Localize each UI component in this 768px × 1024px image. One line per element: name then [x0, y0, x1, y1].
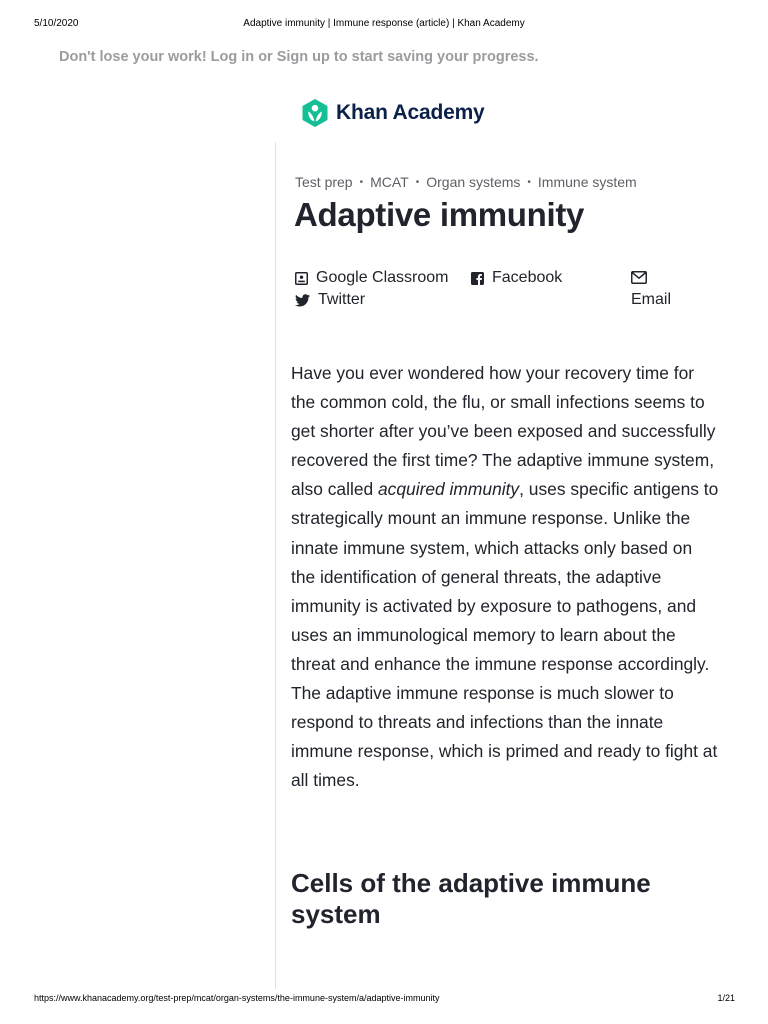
print-footer: [0, 993, 768, 1007]
twitter-icon: [295, 294, 310, 307]
article-intro-paragraph: [291, 359, 721, 795]
khan-academy-logo[interactable]: [302, 97, 485, 129]
logo-wordmark: Khan Academy: [336, 101, 485, 124]
breadcrumb-item-organ-systems[interactable]: Organ systems: [426, 174, 521, 190]
breadcrumb-item-mcat[interactable]: MCAT: [370, 174, 409, 190]
intro-emphasis-term: acquired immunity: [378, 479, 520, 500]
section-heading: Cells of the adaptive immune system: [291, 868, 651, 929]
share-google-classroom-label: Google Classroom: [316, 269, 449, 286]
breadcrumb-item-test-prep[interactable]: Test prep: [295, 174, 353, 190]
share-twitter-label: Twitter: [318, 291, 366, 308]
print-date: 5/10/2020: [34, 18, 79, 29]
share-google-classroom-link[interactable]: [295, 269, 449, 287]
breadcrumb-item-immune-system[interactable]: Immune system: [537, 174, 637, 190]
breadcrumb-separator: •: [359, 176, 364, 188]
breadcrumb: [295, 174, 637, 190]
share-email-link[interactable]: [631, 271, 647, 284]
intro-text-end: , uses specific antigens to strategically mount an immune response. Unlike the innate immune system, which attacks only based on the identification of general threats, the adaptive immunity is activated by exposure to pathogens, and uses an immunological memory to learn about the threat and enhance the immune response accordingly. The adaptive immune response is much slower to respond to threats and infections than the innate immune response, which is primed and ready to fight at all times.: [291, 479, 719, 791]
sidebar-divider: [275, 142, 276, 989]
intro-text-start: Have you ever wondered how your recovery time for the common cold, the flu, or small infections seems to get shorter after you’ve been exposed and successfully recovered the first time? The adaptive immune system, also called: [291, 363, 716, 500]
print-url: https://www.khanacademy.org/test-prep/mcat/organ-systems/the-immune-system/a/adaptive-immunity: [34, 993, 440, 1003]
facebook-icon: [471, 272, 484, 285]
share-facebook-label: Facebook: [492, 269, 563, 286]
share-facebook-link[interactable]: [471, 269, 562, 287]
save-progress-banner[interactable]: Don't lose your work! Log in or Sign up to start saving your progress.: [59, 49, 539, 65]
print-document-title: Adaptive immunity | Immune response (article) | Khan Academy: [243, 18, 525, 29]
print-page-number: 1/21: [717, 993, 735, 1003]
print-header: [0, 18, 768, 32]
share-email-label[interactable]: Email: [631, 291, 672, 308]
share-twitter-link[interactable]: [295, 291, 365, 309]
google-classroom-icon: [295, 272, 308, 285]
khan-academy-logo-icon: [302, 99, 328, 127]
envelope-icon: [631, 271, 647, 284]
page-title: Adaptive immunity: [294, 196, 585, 233]
breadcrumb-separator: •: [415, 176, 420, 188]
breadcrumb-separator: •: [527, 176, 531, 188]
